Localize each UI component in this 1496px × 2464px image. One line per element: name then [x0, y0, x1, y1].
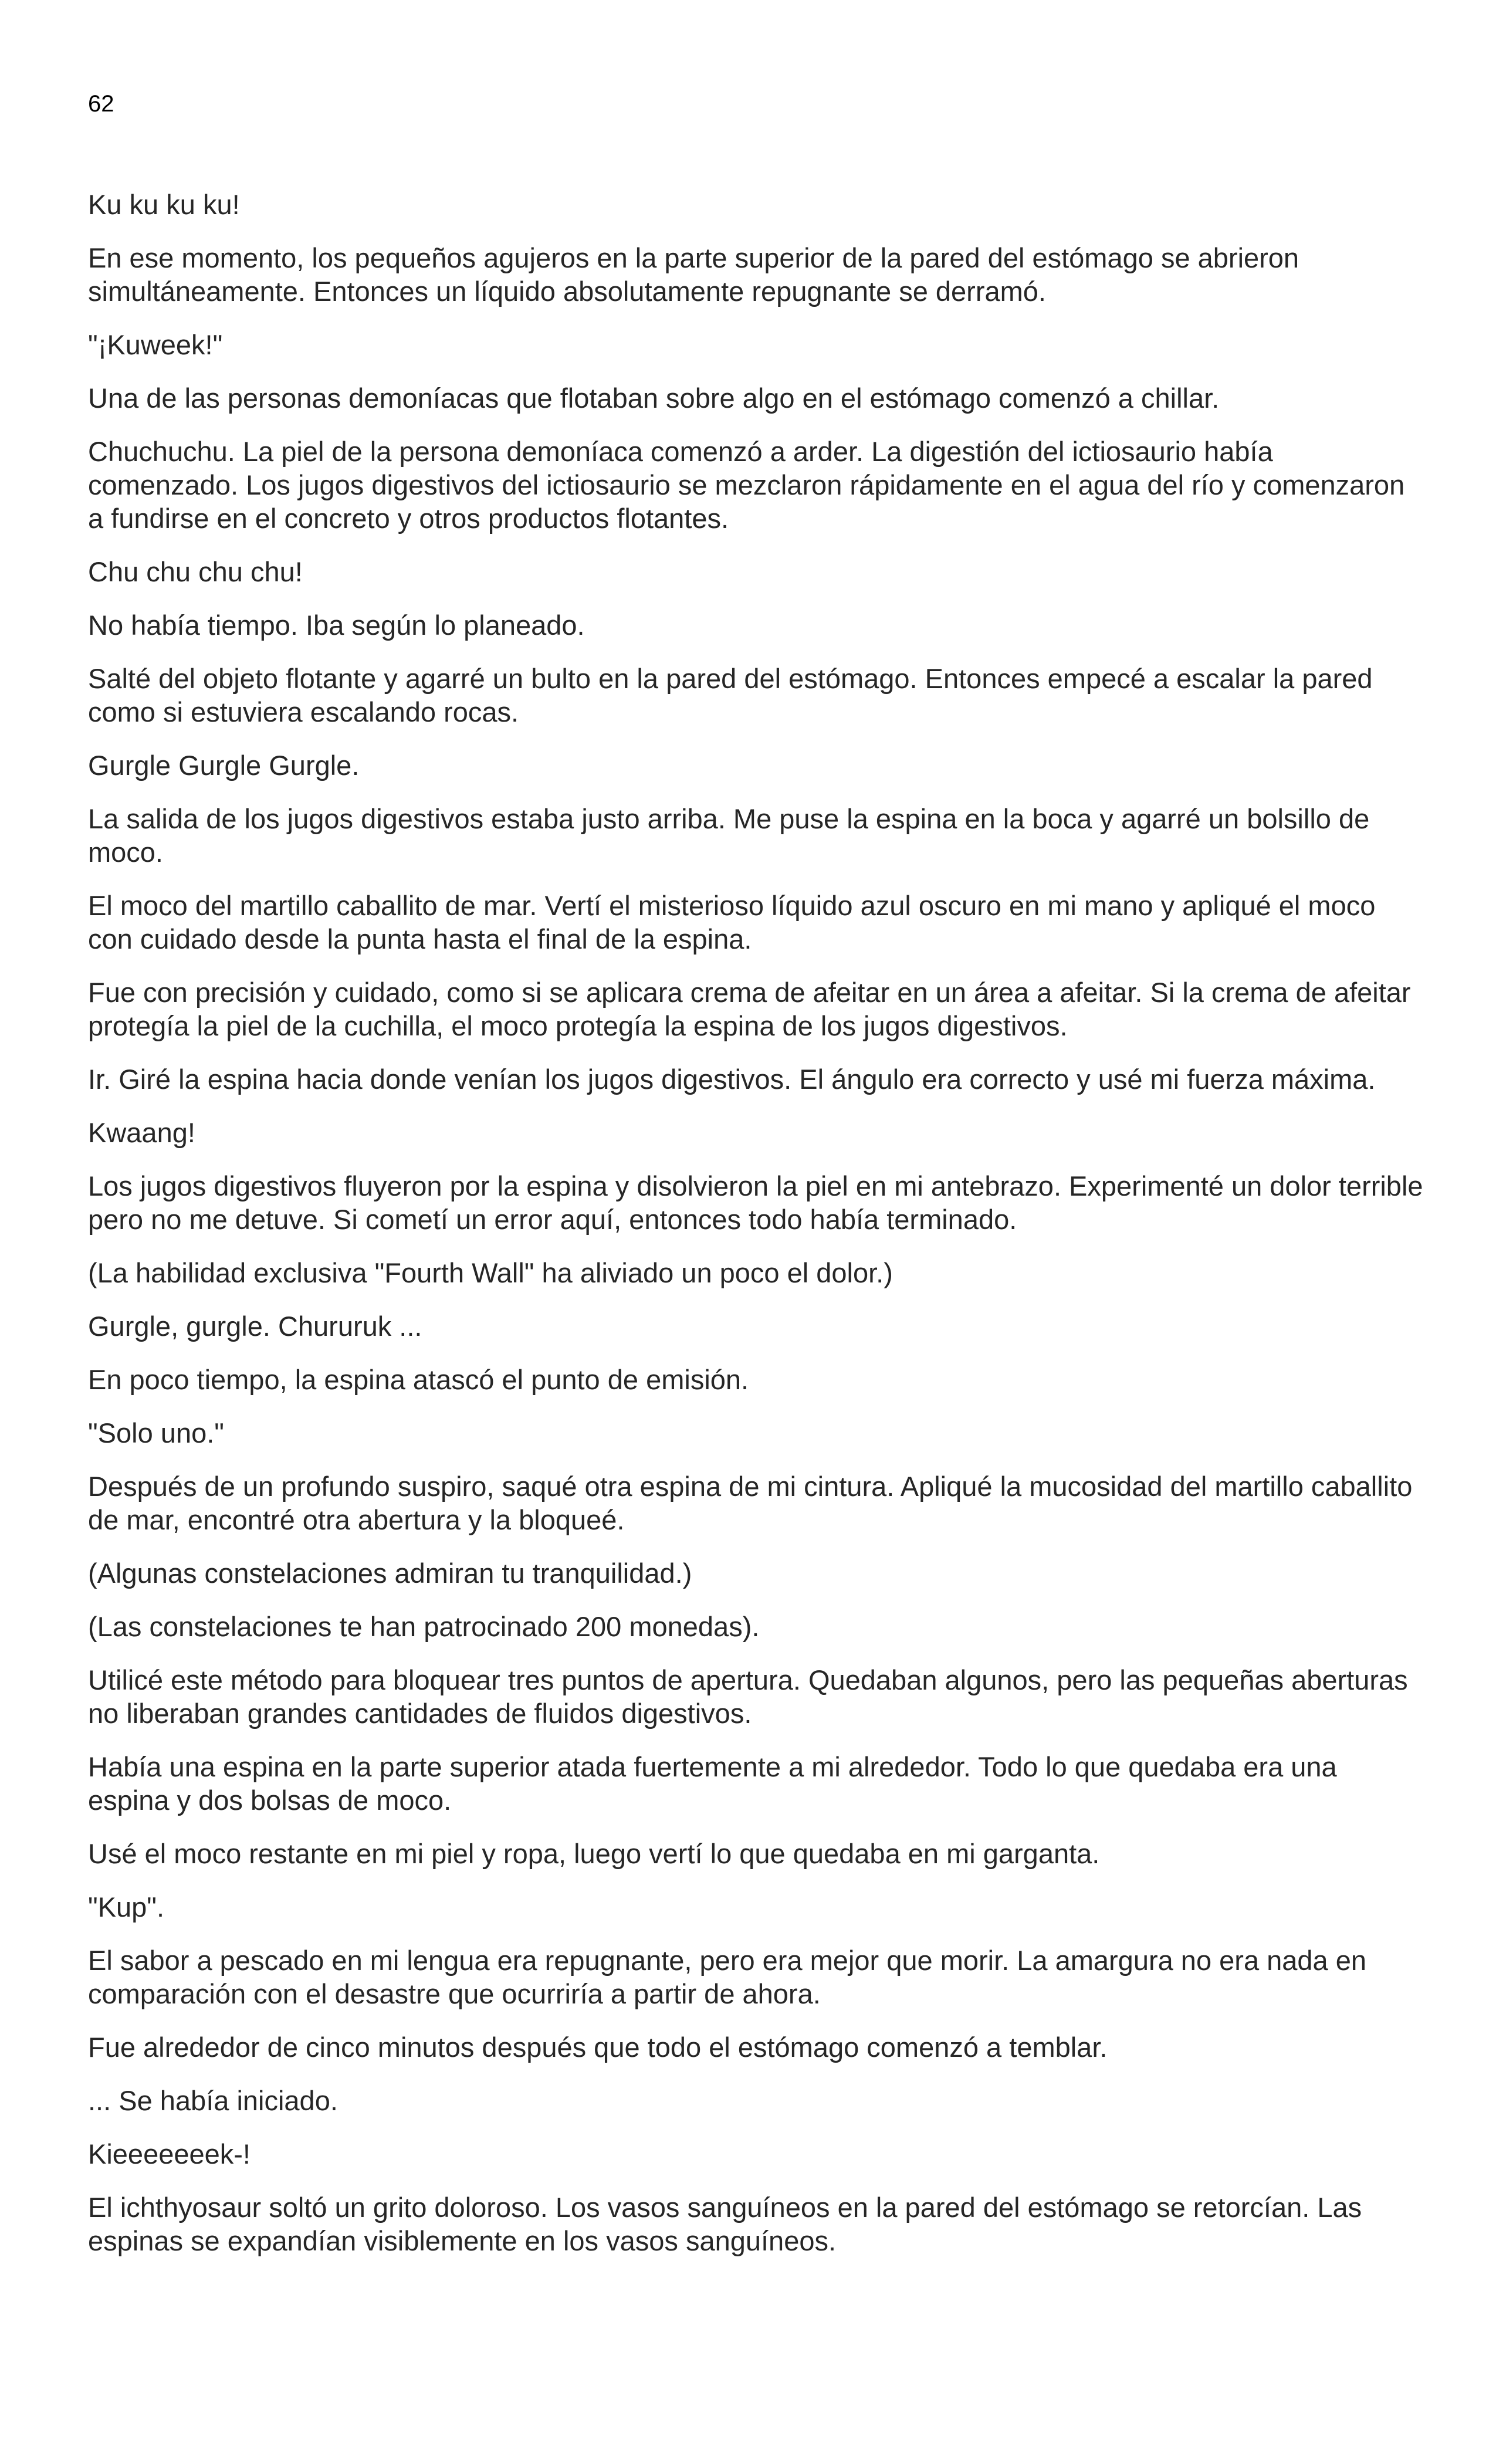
paragraph: Chuchuchu. La piel de la persona demoníaca comenzó a arder. La digestión del ictiosaurio había comenzado. Los jugos digestivos del ictiosaurio se mezclaron rápidamente en el agua del río y comenzaron a fundirse en el concreto y otros productos flotantes. — [88, 436, 1405, 534]
paragraph: Una de las personas demoníacas que flotaban sobre algo en el estómago comenzó a chillar. — [88, 383, 1220, 414]
paragraph: Fue con precisión y cuidado, como si se aplicara crema de afeitar en un área a afeitar. Si la crema de afeitar protegía la piel de la cuchilla, el moco protegía la espina de los jugos digestivos. — [88, 977, 1411, 1041]
paragraph: Ku ku ku ku! — [88, 189, 240, 220]
paragraph: Fue alrededor de cinco minutos después que todo el estómago comenzó a temblar. — [88, 2032, 1108, 2063]
paragraph: Los jugos digestivos fluyeron por la espina y disolvieron la piel en mi antebrazo. Experimenté un dolor terrible pero no me detuve. Si cometí un error aquí, entonces todo había terminado. — [88, 1170, 1423, 1235]
paragraph: Gurgle, gurgle. Chururuk ... — [88, 1311, 422, 1342]
paragraph: Salté del objeto flotante y agarré un bulto en la pared del estómago. Entonces empecé a escalar la pared como si estuviera escalando rocas. — [88, 663, 1373, 727]
paragraph: La salida de los jugos digestivos estaba justo arriba. Me puse la espina en la boca y agarré un bolsillo de moco. — [88, 803, 1370, 868]
body-text — [88, 188, 1426, 2277]
paragraph: Había una espina en la parte superior atada fuertemente a mi alrededor. Todo lo que quedaba era una espina y dos bolsas de moco. — [88, 1751, 1337, 1816]
paragraph: Kwaang! — [88, 1117, 195, 1148]
paragraph: (La habilidad exclusiva "Fourth Wall" ha aliviado un poco el dolor.) — [88, 1257, 893, 1288]
paragraph: "¡Kuweek!" — [88, 329, 223, 360]
paragraph: Chu chu chu chu! — [88, 556, 303, 587]
paragraph: No había tiempo. Iba según lo planeado. — [88, 610, 585, 641]
paragraph: "Solo uno." — [88, 1417, 224, 1448]
paragraph: En ese momento, los pequeños agujeros en la parte superior de la pared del estómago se abrieron simultáneamente. Entonces un líquido absolutamente repugnante se derramó. — [88, 242, 1299, 307]
paragraph: "Kup". — [88, 1891, 165, 1923]
paragraph: (Algunas constelaciones admiran tu tranquilidad.) — [88, 1558, 692, 1589]
paragraph: El sabor a pescado en mi lengua era repugnante, pero era mejor que morir. La amargura no era nada en comparación con el desastre que ocurriría a partir de ahora. — [88, 1945, 1367, 2009]
page-number: 62 — [88, 91, 114, 117]
paragraph: Gurgle Gurgle Gurgle. — [88, 750, 360, 781]
paragraph: El ichthyosaur soltó un grito doloroso. Los vasos sanguíneos en la pared del estómago se retorcían. Las espinas se expandían visiblemente en los vasos sanguíneos. — [88, 2192, 1362, 2256]
paragraph: (Las constelaciones te han patrocinado 200 monedas). — [88, 1611, 760, 1642]
paragraph: Utilicé este método para bloquear tres puntos de apertura. Quedaban algunos, pero las pequeñas aberturas no liberaban grandes cantidades de fluidos digestivos. — [88, 1664, 1408, 1729]
paragraph: Ir. Giré la espina hacia donde venían los jugos digestivos. El ángulo era correcto y usé mi fuerza máxima. — [88, 1064, 1376, 1095]
paragraph: El moco del martillo caballito de mar. Vertí el misterioso líquido azul oscuro en mi mano y apliqué el moco con cuidado desde la punta hasta el final de la espina. — [88, 890, 1376, 955]
paragraph: En poco tiempo, la espina atascó el punto de emisión. — [88, 1364, 749, 1395]
paragraph: Usé el moco restante en mi piel y ropa, luego vertí lo que quedaba en mi garganta. — [88, 1838, 1100, 1869]
paragraph: Kieeeeeeek-! — [88, 2138, 251, 2169]
paragraph: ... Se había iniciado. — [88, 2085, 338, 2116]
paragraph: Después de un profundo suspiro, saqué otra espina de mi cintura. Apliqué la mucosidad del martillo caballito de mar, encontré otra abertura y la bloqueé. — [88, 1471, 1413, 1535]
